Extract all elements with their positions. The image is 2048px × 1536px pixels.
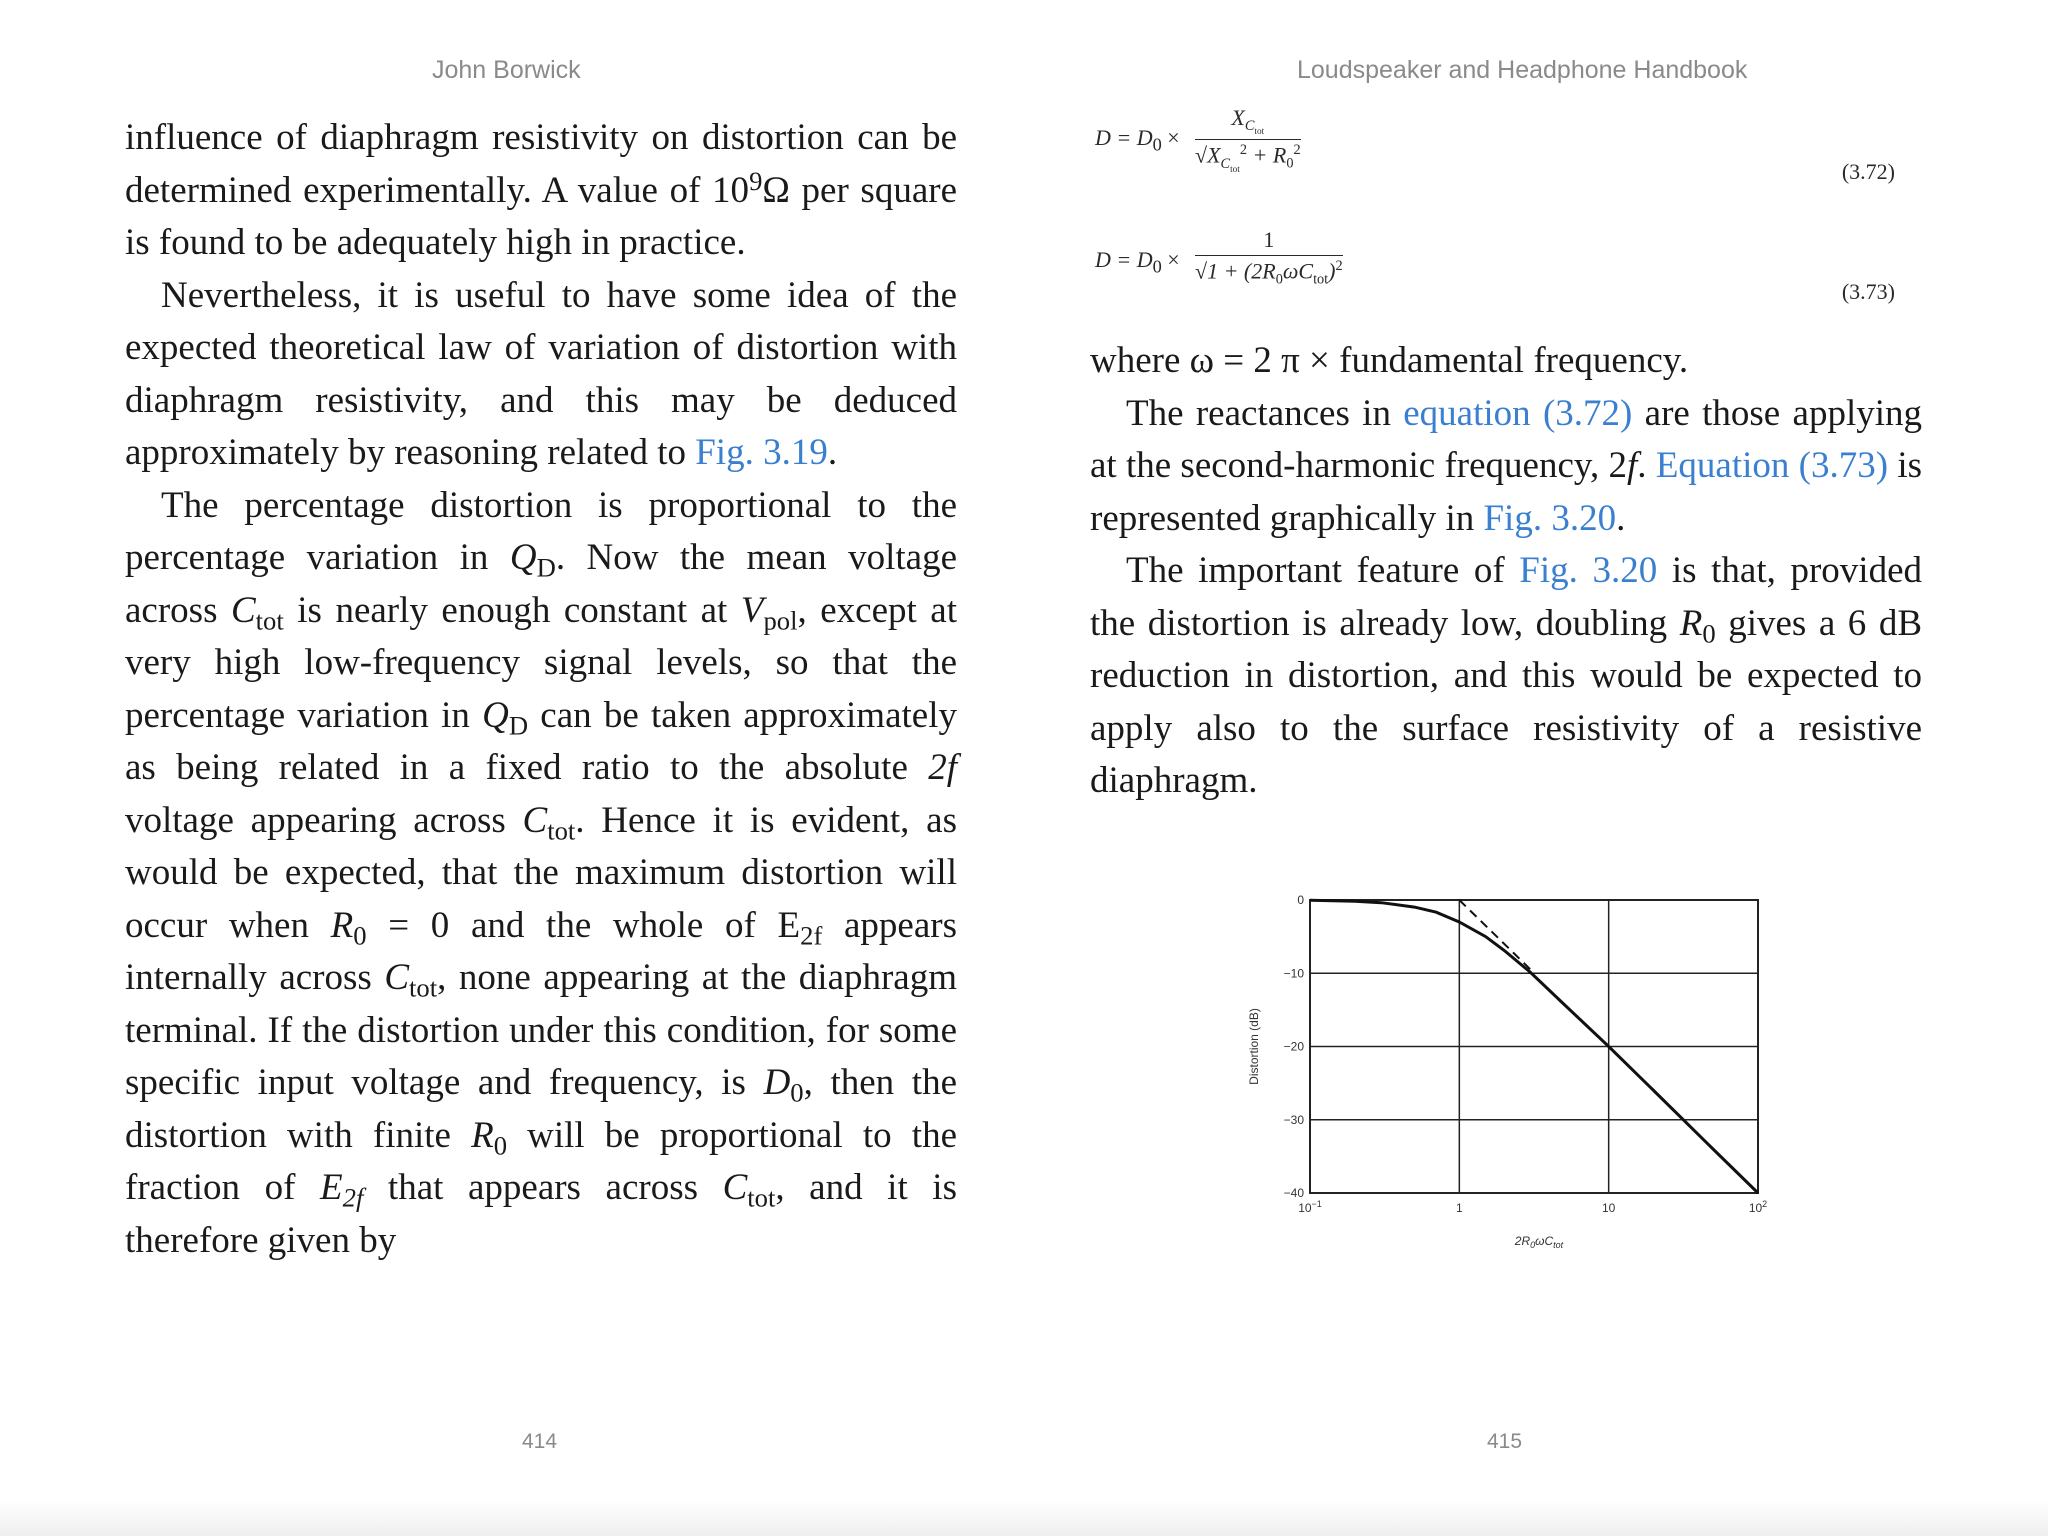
- paragraph: where ω = 2 π × fundamental frequency.: [1090, 340, 1689, 381]
- text: appears internally across: [125, 904, 957, 998]
- paragraph: [1090, 545, 1922, 808]
- numerator: 1: [1195, 227, 1343, 256]
- text: .: [1616, 497, 1626, 539]
- math-var: R: [330, 904, 354, 946]
- math-var: D: [763, 1062, 791, 1103]
- text: , except at very high low-frequency signal levels, so that the percentage variation in: [125, 589, 957, 736]
- subscript: tot: [1230, 164, 1240, 175]
- text: , none appearing at the diaphragm terminal. If the distortion under this condition, for some specific input voltage and frequency, is: [125, 957, 958, 1103]
- text: gives a 6 dB reduction in distortion, and this would be expected to apply also to the surface resistivity of a resistive diaphragm.: [1090, 602, 1923, 801]
- equation-number: (3.72): [1841, 159, 1895, 184]
- paragraph: [125, 112, 957, 270]
- subscript: D: [536, 552, 556, 583]
- fig-3-20-link[interactable]: Fig. 3.20: [1519, 550, 1658, 591]
- math-var: V: [740, 589, 764, 631]
- math-text: √X: [1195, 142, 1221, 168]
- subscript: C: [1220, 155, 1231, 172]
- text: is nearly enough constant at: [283, 589, 741, 631]
- math-var: 2f: [928, 747, 957, 788]
- subscript: 0: [1152, 256, 1162, 277]
- math-text: ): [1328, 258, 1336, 284]
- superscript: 2: [1293, 142, 1301, 159]
- equation-3-73-link[interactable]: Equation (3.73): [1655, 445, 1889, 486]
- math-var: f: [1627, 445, 1638, 486]
- math-text: D = D: [1095, 247, 1153, 272]
- math-var: R: [471, 1114, 494, 1156]
- asymptote-line: [1459, 900, 1530, 970]
- math-var: C: [722, 1167, 748, 1208]
- equation-lhs: [1095, 247, 1180, 277]
- superscript: 9: [749, 165, 763, 196]
- x-tick-label: 10: [1601, 1201, 1616, 1215]
- math-var: Q: [509, 537, 537, 578]
- text: influence of diaphragm resistivity on distortion can be determined experimentally. A value of 10: [125, 117, 957, 211]
- math-text: ωC: [1282, 258, 1314, 284]
- paragraph: [125, 270, 957, 480]
- text: is represented graphically in: [1090, 445, 1923, 539]
- text: , and it is therefore given by: [125, 1167, 957, 1261]
- math-var: Q: [482, 694, 509, 736]
- text: Ω per square is found to be adequately high in practice.: [125, 169, 957, 263]
- subscript: 0: [1702, 617, 1716, 648]
- text: Nevertheless, it is useful to have some idea of the expected theoretical law of variation of distortion with diaphragm resistivity, and this may be deduced approximately by reasoning related to: [125, 274, 957, 473]
- right-page-text: [1090, 335, 1922, 808]
- subscript: 0: [1152, 134, 1162, 155]
- math-text: D = D: [1095, 125, 1153, 150]
- book-title-running-head: Loudspeaker and Headphone Handbook: [1297, 56, 1748, 84]
- equation-3-72-link[interactable]: equation (3.72): [1403, 392, 1633, 434]
- text: The percentage distortion is proportional to the percentage variation in: [125, 484, 957, 578]
- page-number-right: 415: [1487, 1430, 1523, 1453]
- y-tick-label: −30: [1283, 1112, 1304, 1127]
- left-page-text: [125, 112, 957, 1267]
- x-axis-label: $2R_0\omega C_{tot}$: [1514, 1234, 1564, 1250]
- subscript: tot: [255, 604, 284, 635]
- text: . Hence it is evident, as would be expected, that the maximum distortion will occur when: [125, 799, 957, 946]
- x-tick-label: 1: [1455, 1201, 1463, 1215]
- paragraph: [125, 480, 957, 1268]
- x-tick-label: $10^{-1}$: [1298, 1199, 1322, 1215]
- subscript: 0: [353, 919, 367, 950]
- equation-lhs: [1095, 125, 1180, 155]
- subscript: tot: [547, 814, 576, 845]
- fig-3-20-link[interactable]: Fig. 3.20: [1483, 497, 1617, 539]
- subscript: C: [1244, 118, 1255, 135]
- subscript: 0: [493, 1129, 507, 1160]
- distortion-chart: [1235, 880, 1795, 1260]
- superscript: 2: [1335, 258, 1343, 274]
- math-text: √1 + (2R: [1195, 258, 1276, 284]
- math-text: + R: [1247, 142, 1287, 168]
- math-text: X: [1231, 105, 1245, 130]
- paragraph: [1090, 388, 1922, 546]
- author-running-head: John Borwick: [432, 56, 581, 84]
- math-var: C: [522, 799, 548, 841]
- text: . Now the mean voltage across: [125, 537, 958, 631]
- subscript: tot: [1313, 271, 1329, 288]
- equation-number: (3.73): [1841, 279, 1895, 304]
- math-var: R: [1679, 602, 1703, 644]
- text: voltage appearing across: [125, 799, 523, 841]
- page-number-left: 414: [522, 1430, 558, 1453]
- subscript: 0: [1286, 155, 1294, 172]
- text: will be proportional to the fraction of: [125, 1114, 957, 1208]
- text: The reactances in: [1126, 392, 1404, 434]
- text: = 0 and the whole of E: [366, 904, 801, 946]
- subscript: 0: [1275, 271, 1283, 288]
- text: .: [827, 432, 838, 473]
- text: are those applying at the second-harmonic frequency, 2: [1090, 392, 1923, 486]
- x-tick-label: $10^2$: [1748, 1199, 1768, 1215]
- math-text: ×: [1161, 125, 1180, 150]
- screen-bottom-shadow: [0, 1500, 2048, 1536]
- subscript: D: [508, 709, 529, 740]
- y-tick-label: −20: [1283, 1039, 1304, 1054]
- text: .: [1637, 445, 1656, 486]
- text: is that, provided the distortion is already low, doubling: [1090, 550, 1922, 644]
- subscript: 2f: [800, 919, 823, 950]
- distortion-chart-svg: [1235, 880, 1795, 1260]
- subscript: tot: [747, 1182, 776, 1213]
- text: that appears across: [363, 1167, 723, 1208]
- text: can be taken approximately as being related in a fixed ratio to the absolute: [125, 694, 957, 788]
- equation-fraction: [1195, 227, 1343, 289]
- superscript: 2: [1239, 142, 1248, 159]
- equation-fraction: [1195, 105, 1301, 175]
- subscript: tot: [1254, 127, 1265, 138]
- subscript: pol: [763, 604, 798, 635]
- numerator: [1195, 105, 1301, 140]
- text: , then the distortion with finite: [125, 1062, 957, 1156]
- fig-3-19-link[interactable]: Fig. 3.19: [695, 432, 828, 473]
- math-var: C: [384, 957, 410, 998]
- subscript: 0: [790, 1077, 804, 1108]
- math-var: C: [230, 589, 256, 631]
- math-var: E: [320, 1167, 343, 1208]
- denominator: [1195, 140, 1301, 175]
- y-tick-label: −40: [1283, 1186, 1304, 1200]
- math-text: ×: [1161, 247, 1180, 272]
- subscript: 2f: [342, 1182, 364, 1213]
- y-tick-label: −10: [1283, 966, 1304, 981]
- equation-3-73: [1095, 227, 1895, 307]
- equation-3-72: [1095, 105, 1895, 185]
- text: The important feature of: [1126, 550, 1520, 591]
- subscript: tot: [409, 972, 438, 1003]
- y-axis-label: Distortion (dB): [1247, 1008, 1261, 1085]
- denominator: [1195, 256, 1343, 289]
- y-tick-label: 0: [1297, 893, 1304, 907]
